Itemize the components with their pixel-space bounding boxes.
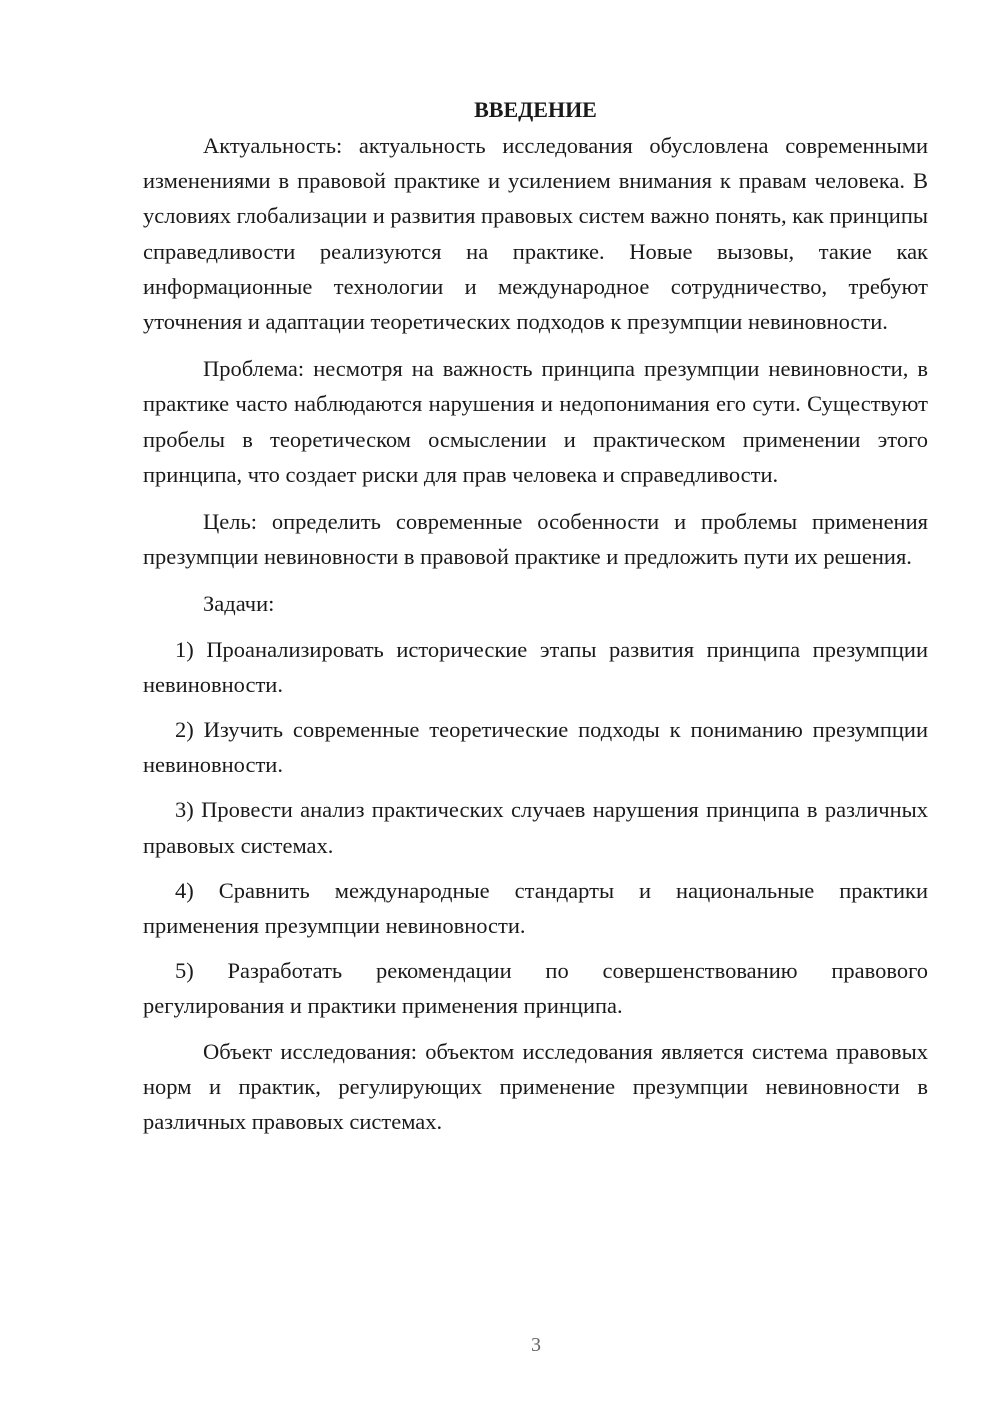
paragraph-problem: Проблема: несмотря на важность принципа презумпции невиновности, в практике часто наблюдаются нарушения и недопонимания его сути. Существуют пробелы в теоретическом осмыслении и практическом применении этого принципа, что создает риски для прав человека и справедливости. xyxy=(143,356,928,487)
task-item-4: 4) Сравнить международные стандарты и национальные практики применения презумпции невиновности. xyxy=(143,877,928,939)
paragraph-relevance: Актуальность: актуальность исследования обусловлена современными изменениями в правовой практике и усилением внимания к правам человека. В условиях глобализации и развития правовых систем важно понять, как принципы справедливости реализуются на практике. Новые вызовы, такие как информационные технологии и международное сотрудничество, требуют уточнения и адаптации теоретических подходов к презумпции невиновности. xyxy=(143,133,928,335)
page-content xyxy=(143,92,928,1151)
paragraph-object: Объект исследования: объектом исследования является система правовых норм и практик, регулирующих применение презумпции невиновности в различных правовых системах. xyxy=(143,1038,928,1135)
paragraph-goal: Цель: определить современные особенности и проблемы применения презумпции невиновности в правовой практике и предложить пути их решения. xyxy=(143,509,928,570)
task-item-1: 1) Проанализировать исторические этапы развития принципа презумпции невиновности. xyxy=(143,636,928,697)
task-item-3: 3) Провести анализ практических случаев нарушения принципа в различных правовых системах. xyxy=(143,797,928,858)
task-item-5: 5) Разработать рекомендации по совершенствованию правового регулирования и практики применения принципа. xyxy=(143,958,928,1019)
page-number: 3 xyxy=(531,1334,541,1356)
task-item-2: 2) Изучить современные теоретические подходы к пониманию презумпции невиновности. xyxy=(143,717,928,778)
tasks-list xyxy=(143,632,928,1024)
tasks-heading: Задачи: xyxy=(203,591,275,617)
section-title: ВВЕДЕНИЕ xyxy=(474,97,597,122)
